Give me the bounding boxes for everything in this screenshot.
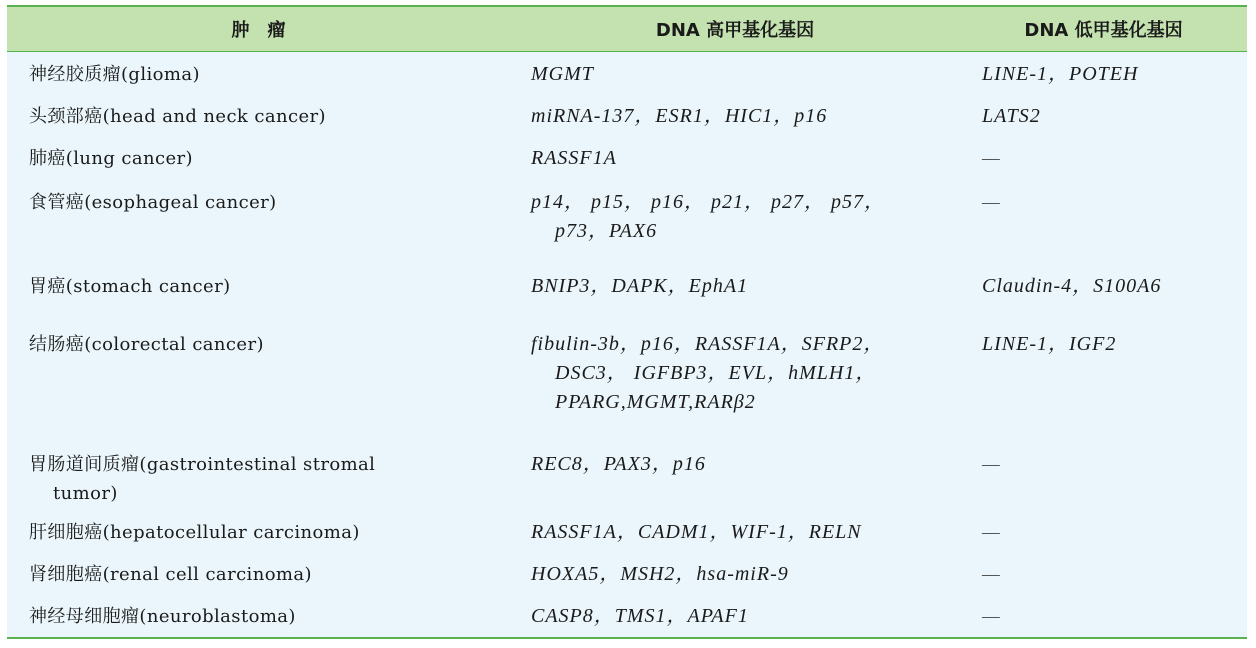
header-tumor: 肿 瘤 (231, 20, 286, 41)
tumor-name: 食管癌(esophageal cancer) (29, 192, 277, 213)
hyper-genes: REC8，PAX3，p16 (531, 453, 706, 475)
hyper-genes: fibulin-3b，p16，RASSF1A，SFRP2， DSC3， IGFBP3，EVL，hMLH1， PPARG,MGMT,RARβ2 (531, 333, 885, 413)
tumor-name: 结肠癌(colorectal cancer) (29, 334, 264, 355)
hyper-genes: p14， p15， p16， p21， p27， p57， p73，PAX6 (531, 191, 885, 242)
table-row (7, 264, 1247, 322)
hyper-genes: miRNA-137，ESR1，HIC1，p16 (531, 105, 828, 127)
hyper-genes: RASSF1A (531, 147, 617, 169)
table-row (7, 180, 1247, 264)
table-row (7, 594, 1247, 637)
tumor-name: 头颈部癌(head and neck cancer) (29, 106, 326, 127)
hypo-genes: — (982, 563, 1001, 585)
table-row (7, 552, 1247, 594)
table-row (7, 442, 1247, 510)
header-hypermethylated: DNA 高甲基化基因 (655, 20, 815, 41)
hypo-genes: — (982, 147, 1001, 169)
hypo-genes: Claudin-4，S100A6 (982, 275, 1162, 297)
hyper-genes: BNIP3，DAPK，EphA1 (531, 275, 749, 297)
table-header (7, 7, 1247, 52)
hyper-genes: CASP8，TMS1，APAF1 (531, 605, 749, 627)
hypo-genes: — (982, 191, 1001, 213)
hypo-genes: LINE-1，IGF2 (982, 333, 1117, 355)
table-row (7, 94, 1247, 136)
table-row (7, 136, 1247, 180)
tumor-name: 胃肠道间质瘤(gastrointestinal stromal tumor) (29, 454, 376, 504)
table-row (7, 52, 1247, 94)
tumor-name: 肝细胞癌(hepatocellular carcinoma) (29, 522, 360, 543)
table-row (7, 510, 1247, 552)
tumor-name: 神经胶质瘤(glioma) (29, 64, 200, 85)
hypo-genes: — (982, 605, 1001, 627)
hyper-genes: MGMT (531, 63, 594, 85)
hypo-genes: LINE-1，POTEH (982, 63, 1139, 85)
hypo-genes: — (982, 453, 1001, 475)
tumor-name: 胃癌(stomach cancer) (29, 276, 231, 297)
hyper-genes: HOXA5，MSH2，hsa-miR-9 (531, 563, 789, 585)
tumor-name: 肺癌(lung cancer) (29, 148, 193, 169)
methylation-table (7, 5, 1247, 639)
hypo-genes: — (982, 521, 1001, 543)
tumor-name: 神经母细胞瘤(neuroblastoma) (29, 606, 296, 627)
tumor-name: 肾细胞癌(renal cell carcinoma) (29, 564, 312, 585)
hyper-genes: RASSF1A，CADM1，WIF-1，RELN (531, 521, 862, 543)
table-row (7, 322, 1247, 442)
hypo-genes: LATS2 (982, 105, 1041, 127)
header-hypomethylated: DNA 低甲基化基因 (1024, 20, 1183, 41)
